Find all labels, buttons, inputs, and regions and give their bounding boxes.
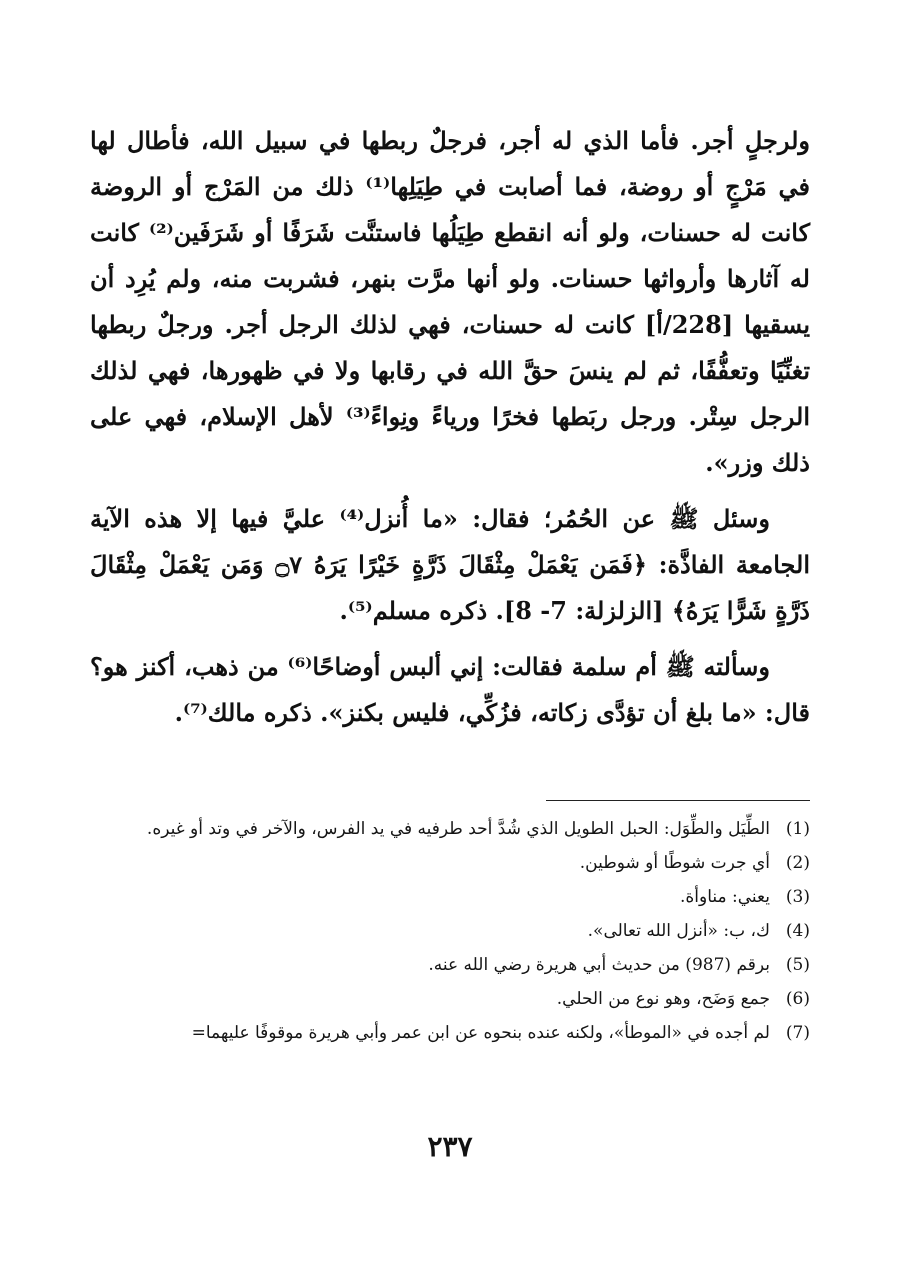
footnote-number: (5) — [785, 955, 810, 975]
footnote-6 — [90, 982, 810, 1016]
footnote-text: برقم (987) من حديث أبي هريرة رضي الله عنه. — [428, 955, 770, 975]
footnote-3 — [90, 880, 810, 914]
footnote-text: الطِّيَل والطِّوَل: الحبل الطويل الذي شُدَّ أحد طرفيه في يد الفرس، والآخر في وتد أو غيره. — [146, 819, 770, 839]
footnote-7 — [90, 1016, 810, 1050]
footnotes — [90, 812, 810, 1050]
footnote-text: أي جرت شوطًا أو شوطين. — [579, 853, 770, 873]
footnote-5 — [90, 948, 810, 982]
footnote-text: ك، ب: «أنزل الله تعالى». — [587, 921, 770, 941]
main-text — [90, 118, 810, 746]
footnote-2 — [90, 846, 810, 880]
footnote-text: لم أجده في «الموطأ»، ولكنه عنده بنحوه عن ابن عمر وأبي هريرة موقوفًا عليهما= — [191, 1023, 770, 1043]
paragraph-donkeys: وسئل ﷺ عن الحُمُر؛ فقال: «ما أُنزل⁽⁴⁾ عليَّ فيها إلا هذه الآية الجامعة الفاذَّة: ﴿فَمَن يَعْمَلْ مِثْقَالَ ذَرَّةٍ خَيْرًا يَرَهُ ۝٧ وَمَن يَعْمَلْ مِثْقَالَ ذَرَّةٍ شَرًّا يَرَهُ﴾ [الزلزلة: 7- 8]. ذكره مسلم⁽⁵⁾. — [90, 504, 811, 625]
page-number: ٢٣٧ — [427, 1130, 473, 1163]
footnote-separator — [546, 800, 810, 801]
footnote-text: يعني: مناوأة. — [679, 887, 770, 907]
footnote-text: جمع وَضَح، وهو نوع من الحلي. — [556, 989, 770, 1009]
footnote-number: (2) — [785, 853, 810, 873]
footnote-number: (6) — [785, 989, 810, 1009]
footnote-number: (1) — [785, 819, 810, 839]
paragraph-jewelry: وسألته ﷺ أم سلمة فقالت: إني ألبس أوضاحًا⁽⁶⁾ من ذهب، أكنز هو؟ قال: «ما بلغ أن تؤدَّى زكاته، فزُكِّي، فليس بكنز». ذكره مالك⁽⁷⁾. — [90, 652, 810, 727]
footnote-4 — [90, 914, 810, 948]
footnote-number: (4) — [785, 921, 810, 941]
footnote-1 — [90, 812, 810, 846]
footnote-number: (3) — [785, 887, 810, 907]
paragraph-horses: ولرجلٍ أجر. فأما الذي له أجر، فرجلٌ ربطها في سبيل الله، فأطال لها في مَرْجٍ أو روضة، فما أصابت في طِيَلِها⁽¹⁾ ذلك من المَرْج أو الروضة كانت له حسنات، ولو أنه انقطع طِيَلُها فاستنَّت شَرَفًا أو شَرَفَين⁽²⁾ كانت له آثارها وأرواثها حسنات. ولو أنها مرَّت بنهر، فشربت منه، ولم يُرِد أن يسقيها [228/أ] كانت له حسنات، فهي لذلك الرجل أجر. ورجلٌ ربطها تغنِّيًا وتعفُّفًا، ثم لم ينسَ حقَّ الله في رقابها ولا في ظهورها، فهي لذلك الرجل سِتْر. ورجل ربَطها فخرًا ورياءً ونِواءً⁽³⁾ لأهل الإسلام، فهي على ذلك وزر». — [90, 126, 811, 477]
footnote-number: (7) — [785, 1023, 810, 1043]
